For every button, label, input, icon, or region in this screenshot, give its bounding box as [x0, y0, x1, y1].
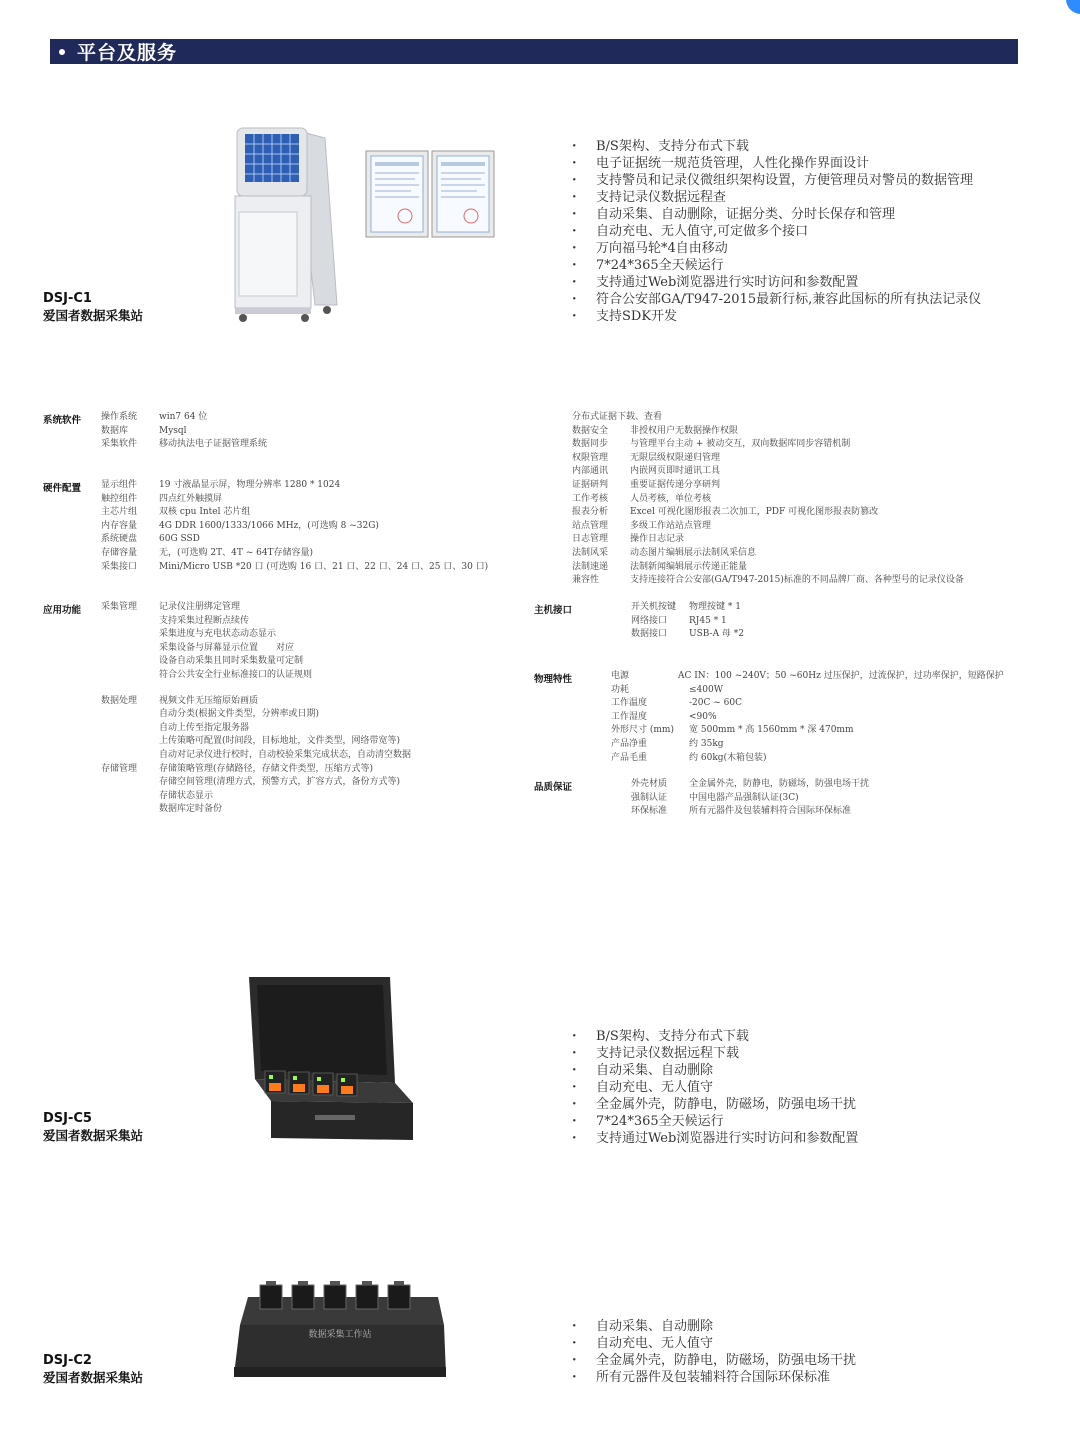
spec-value: 物理按键 * 1 [689, 602, 741, 612]
spec-key: 站点管理 [572, 520, 609, 531]
spec-value: 动态图片编辑展示法制风采信息 [630, 547, 757, 558]
spec-line: 存储空间管理(清理方式，预警方式，扩容方式，备份方式等) [159, 777, 401, 788]
product-label-c1 [43, 290, 143, 324]
list-item: · 支持记录仪数据远程下载 [572, 1045, 858, 1062]
list-item: · 支持记录仪数据远程查 [572, 189, 981, 206]
spec-key: 数据库 [101, 425, 129, 436]
table-row [631, 615, 744, 629]
spec-key: 外壳材质 [631, 779, 668, 789]
spec-value: 支持连接符合公安部(GA/T947-2015)标准的不同品牌厂商、各种型号的记录仪设备 [630, 575, 964, 586]
spec-group [101, 601, 411, 683]
spec-heading-hardware: 硬件配置 [43, 483, 82, 494]
spec-heading-quality: 品质保证 [534, 782, 573, 793]
spec-line: 自动上传至指定服务器 [159, 722, 250, 733]
product-name: 爱国者数据采集站 [43, 1128, 144, 1143]
spec-line: 采集设备与屏幕显示位置 对应 [159, 642, 295, 653]
spec-key: 触控组件 [101, 493, 138, 504]
table-row [101, 561, 488, 575]
spec-value: 四点红外触摸屏 [159, 493, 223, 504]
list-item: · 支持通过Web浏览器进行实时访问和参数配置 [572, 274, 981, 291]
spec-table-application [101, 601, 411, 817]
table-row [631, 628, 744, 642]
spec-key: 工作湿度 [611, 711, 648, 722]
spec-key: 工作温度 [611, 698, 648, 709]
spec-heading-software: 系统软件 [43, 415, 82, 426]
spec-value: 非授权用户无数据操作权限 [630, 425, 739, 436]
spec-line: 自动对记录仪进行校时，自动校验采集完成状态，自动清空数据 [159, 749, 412, 760]
table-row [572, 452, 964, 466]
spec-value: 所有元器件及包装辅料符合国际环保标准 [689, 806, 852, 817]
spec-key: 法制风采 [572, 547, 609, 558]
spec-key: 环保标准 [631, 806, 668, 817]
spec-key: 采集管理 [101, 602, 138, 612]
table-row [101, 411, 267, 425]
spec-value: AC IN：100 ~240V；50 ~60Hz 过压保护，过流保护，过功率保护，短路保护 [678, 671, 1004, 681]
table-row [572, 547, 964, 561]
spec-table-quality [631, 778, 869, 819]
list-item: · B/S架构、支持分布式下载 [572, 1028, 858, 1045]
spec-line: 存储状态显示 [159, 790, 214, 801]
spec-key: 电源 [611, 671, 630, 681]
table-row [572, 561, 964, 575]
spec-value: Mysql [159, 425, 187, 436]
spec-table-features [572, 411, 964, 588]
list-item: · 自动采集、自动删除，证据分类、分时长保存和管理 [572, 206, 981, 223]
table-row [631, 805, 869, 819]
list-item: · B/S架构、支持分布式下载 [572, 138, 981, 155]
spec-key: 数据同步 [572, 439, 609, 450]
spec-line: 自动分类(根据文件类型，分辨率或日期) [159, 709, 320, 720]
spec-key: 显示组件 [101, 480, 138, 490]
bullet-dot-icon [59, 49, 65, 55]
spec-heading-host: 主机接口 [534, 605, 573, 616]
list-item: · 所有元器件及包装辅料符合国际环保标准 [572, 1369, 856, 1386]
list-item: · 支持通过Web浏览器进行实时访问和参数配置 [572, 1130, 858, 1147]
list-item: · 自动充电、无人值守 [572, 1079, 858, 1096]
spec-key: 外形尺寸 (mm) [611, 725, 674, 736]
feature-list-c2 [572, 1318, 856, 1386]
product-name: 爱国者数据采集站 [43, 308, 144, 323]
spec-key: 数据安全 [572, 425, 609, 436]
spec-line: 记录仪注册绑定管理 [159, 602, 241, 612]
spec-line: 支持采集过程断点续传 [159, 615, 250, 626]
table-row [631, 778, 869, 792]
spec-table-host [631, 601, 744, 642]
briefcase-station-image [245, 975, 420, 1150]
table-row [611, 684, 1004, 698]
spec-key: 网络接口 [631, 615, 668, 626]
spec-line: 上传策略可配置(时间段，目标地址，文件类型，网络带宽等) [159, 736, 401, 747]
spec-line: 采集进度与充电状态动态显示 [159, 629, 277, 640]
product-label-c2 [43, 1352, 143, 1386]
table-row [101, 533, 488, 547]
spec-key: 法制速递 [572, 561, 609, 572]
spec-key: 工作考核 [572, 493, 609, 504]
spec-line: 存储策略管理(存储路径，存储文件类型，压缩方式等) [159, 763, 374, 774]
spec-key: 操作系统 [101, 412, 138, 422]
spec-value: Excel 可视化图形报表二次加工，PDF 可视化图形报表防篡改 [630, 507, 879, 518]
corner-badge-icon[interactable] [1066, 0, 1080, 14]
table-row [572, 479, 964, 493]
spec-value: 操作日志记录 [630, 534, 685, 545]
spec-value: 4G DDR 1600/1333/1066 MHz，(可选购 8 ~32G) [159, 520, 379, 531]
spec-value: <90% [689, 711, 717, 722]
table-row [611, 752, 1004, 766]
spec-value: ≤400W [689, 684, 723, 695]
spec-key: 系统硬盘 [101, 534, 138, 545]
table-row [611, 711, 1004, 725]
table-row [611, 670, 1004, 684]
spec-value: 19 寸液晶显示屏，物理分辨率 1280 * 1024 [159, 480, 341, 490]
spec-heading-physical: 物理特性 [534, 674, 573, 685]
spec-key: 报表分析 [572, 507, 609, 518]
spec-value: 约 60kg(木箱包装) [689, 752, 767, 763]
box-station-image [230, 1275, 450, 1385]
table-row [101, 438, 267, 452]
spec-line: 数据库定时备份 [159, 804, 223, 815]
spec-heading-application: 应用功能 [43, 605, 82, 616]
spec-key: 开关机按键 [631, 602, 677, 612]
spec-value: 无限层级权限递归管理 [630, 452, 721, 463]
feature-list-c5 [572, 1028, 858, 1147]
section-title: 平台及服务 [77, 42, 178, 64]
spec-value: 多级工作站站点管理 [630, 520, 712, 531]
table-row [101, 506, 488, 520]
spec-table-physical [611, 670, 1004, 765]
spec-table-hardware [101, 479, 488, 574]
list-item: · 万向福马轮*4自由移动 [572, 240, 981, 257]
spec-key: 采集软件 [101, 439, 138, 450]
table-row [101, 493, 488, 507]
spec-key: 强制认证 [631, 792, 668, 803]
table-row [572, 506, 964, 520]
spec-group [101, 695, 411, 763]
list-item: · 全金属外壳，防静电，防磁场，防强电场干扰 [572, 1352, 856, 1369]
spec-line: 符合公共安全行业标准接口的认证规则 [159, 669, 313, 680]
spec-value: 宽 500mm * 高 1560mm * 深 470mm [689, 725, 854, 736]
product-code: DSJ-C1 [43, 291, 92, 306]
spec-key: 数据处理 [101, 695, 138, 706]
spec-key: 存储管理 [101, 763, 138, 774]
table-row [611, 697, 1004, 711]
spec-value: RJ45 * 1 [689, 615, 727, 626]
spec-value: 全金属外壳，防静电，防磁场，防强电场干扰 [689, 779, 870, 789]
table-row [572, 465, 964, 479]
table-row [572, 438, 964, 452]
spec-value: 无，(可选购 2T、4T ~ 64T存储容量) [159, 547, 314, 558]
spec-value: 人员考核，单位考核 [630, 493, 712, 504]
spec-key: 存储容量 [101, 547, 138, 558]
certificate-images [365, 150, 497, 240]
table-row [572, 533, 964, 547]
table-row [611, 738, 1004, 752]
spec-value: 移动执法电子证据管理系统 [159, 439, 268, 450]
list-item: · 符合公安部GA/T947-2015最新行标,兼容此国标的所有执法记录仪 [572, 291, 981, 308]
section-header [50, 39, 1018, 64]
kiosk-product-image [225, 120, 345, 325]
spec-value: 约 35kg [689, 738, 724, 749]
spec-key: 主芯片组 [101, 507, 138, 518]
table-row [101, 425, 267, 439]
list-item: · 电子证据统一规范货管理，人性化操作界面设计 [572, 155, 981, 172]
spec-group [101, 763, 411, 817]
table-row [101, 547, 488, 561]
spec-value: 法制新闻编辑展示传递正能量 [630, 561, 748, 572]
list-item: · 全金属外壳，防静电，防磁场，防强电场干扰 [572, 1096, 858, 1113]
table-row [611, 724, 1004, 738]
feature-list-c1 [572, 138, 981, 325]
spec-value: Mini/Micro USB *20 口 (可选购 16 口、21 口、22 口、24 口、25 口、30 口) [159, 561, 489, 572]
product-name: 爱国者数据采集站 [43, 1370, 144, 1385]
spec-key: 兼容性 [572, 575, 600, 586]
table-row [631, 792, 869, 806]
table-row [101, 479, 488, 493]
spec-value: win7 64 位 [159, 412, 208, 422]
spec-key: 功耗 [611, 684, 630, 695]
list-item: · 支持SDK开发 [572, 308, 981, 325]
spec-key: 日志管理 [572, 534, 609, 545]
spec-key: 采集接口 [101, 561, 138, 572]
table-row [572, 425, 964, 439]
list-item: · 7*24*365全天候运行 [572, 1113, 858, 1130]
spec-key: 证据研判 [572, 479, 609, 490]
product-label-c5 [43, 1110, 143, 1144]
spec-value: 与管理平台主动 + 被动交互，双向数据库同步容错机制 [630, 439, 851, 450]
table-row [572, 574, 964, 588]
spec-intro: 分布式证据下载、查看 [572, 412, 663, 422]
spec-table-software [101, 411, 267, 452]
table-row [631, 601, 744, 615]
table-row [101, 520, 488, 534]
list-item: · 自动采集、自动删除 [572, 1318, 856, 1335]
spec-value: 重要证据传递分享研判 [630, 479, 721, 490]
table-row [572, 520, 964, 534]
spec-line: 视频文件无压缩原始画质 [159, 695, 259, 706]
table-row [572, 493, 964, 507]
product-code: DSJ-C2 [43, 1353, 92, 1368]
product-code: DSJ-C5 [43, 1111, 92, 1126]
spec-value: USB-A 母 *2 [689, 629, 745, 640]
spec-key: 产品毛重 [611, 752, 648, 763]
spec-value: 内嵌网页即时通讯工具 [630, 466, 721, 477]
spec-value: 中国电器产品强制认证(3C) [689, 792, 799, 803]
spec-key: 权限管理 [572, 452, 609, 463]
spec-value: -20C ~ 60C [689, 698, 742, 709]
spec-value: 双核 cpu Intel 芯片组 [159, 507, 251, 518]
spec-key: 数据接口 [631, 629, 668, 640]
list-item: · 自动充电、无人值守 [572, 1335, 856, 1352]
spec-key: 产品净重 [611, 738, 648, 749]
list-item: · 自动采集、自动删除 [572, 1062, 858, 1079]
list-item: · 支持警员和记录仪微组织架构设置，方便管理员对警员的数据管理 [572, 172, 981, 189]
spec-value: 60G SSD [159, 534, 200, 545]
list-item: · 自动充电、无人值守,可定做多个接口 [572, 223, 981, 240]
spec-key: 内部通讯 [572, 466, 609, 477]
spec-key: 内存容量 [101, 520, 138, 531]
list-item: · 7*24*365全天候运行 [572, 257, 981, 274]
box-lid-text: 数据采集工作站 [308, 1330, 372, 1340]
spec-line: 设备自动采集且同时采集数量可定制 [159, 656, 304, 667]
